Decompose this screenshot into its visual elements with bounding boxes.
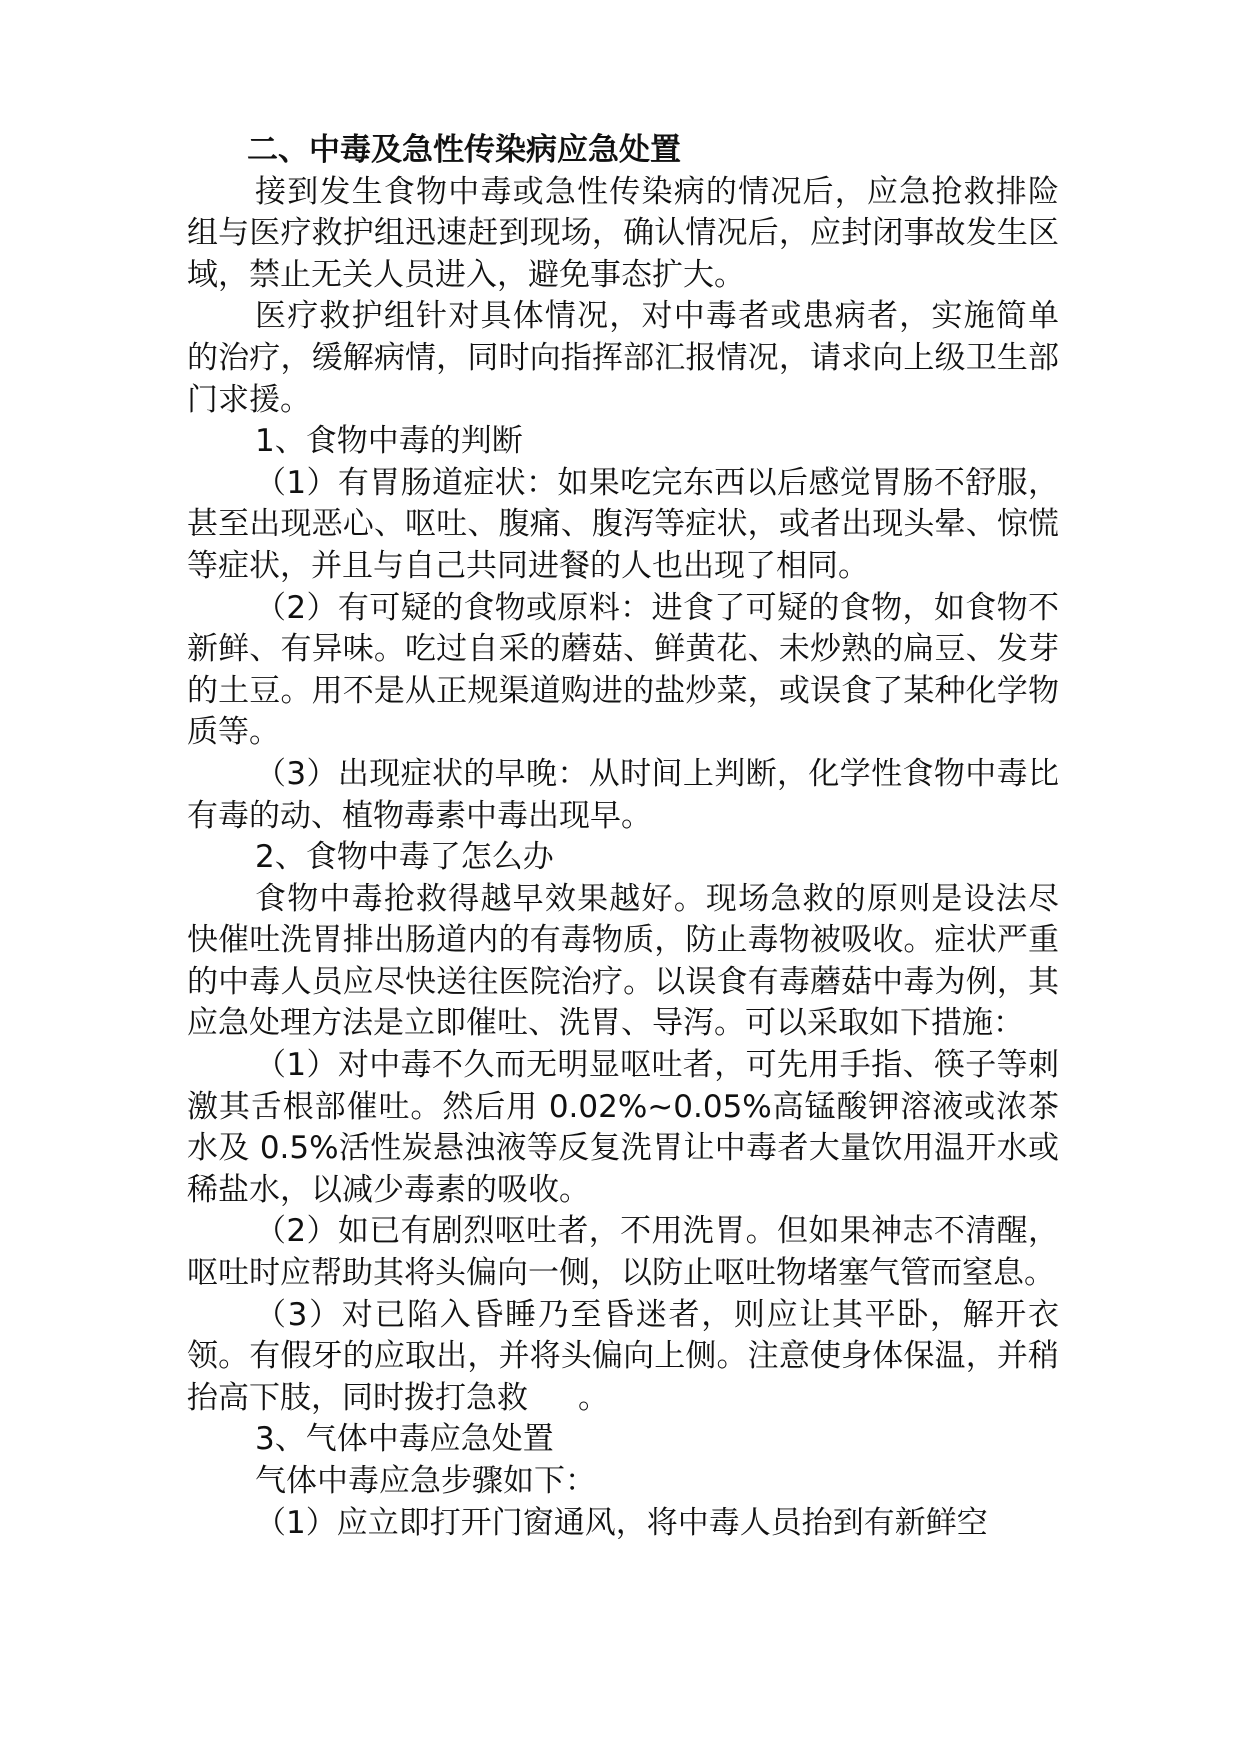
paragraph-tail: 。 xyxy=(578,1379,609,1416)
subsection-heading: 1、食物中毒的判断 xyxy=(255,423,523,460)
paragraph: 气体中毒应急步骤如下： xyxy=(255,1463,596,1499)
paragraph-text: （3）对已陷入昏睡乃至昏迷者，则应让其平卧，解开衣领。有假牙的应取出，并将头偏向上侧。注意使身体保温，并稍抬高下肢，同时拨打急救 xyxy=(187,1296,1059,1416)
paragraph: （2）如已有剧烈呕吐者，不用洗胃。但如果神志不清醒，呕吐时应帮助其将头偏向一侧，以防止呕吐物堵塞气管而窒息。 xyxy=(187,1213,1059,1292)
subsection-heading: 3、气体中毒应急处置 xyxy=(255,1421,554,1458)
paragraph: （1）有胃肠道症状：如果吃完东西以后感觉胃肠不舒服，甚至出现恶心、呕吐、腹痛、腹泻等症状，或者出现头晕、惊慌等症状，并且与自己共同进餐的人也出现了相同。 xyxy=(187,464,1059,584)
paragraph: （1）应立即打开门窗通风，将中毒人员抬到有新鲜空 xyxy=(255,1504,988,1541)
paragraph: （3）出现症状的早晚：从时间上判断，化学性食物中毒比有毒的动、植物毒素中毒出现早。 xyxy=(187,755,1059,834)
paragraph: 接到发生食物中毒或急性传染病的情况后，应急抢救排险组与医疗救护组迅速赶到现场，确认情况后，应封闭事故发生区域，禁止无关人员进入，避免事态扩大。 xyxy=(187,173,1059,293)
section-title: 二、中毒及急性传染病应急处置 xyxy=(247,132,681,168)
document-body xyxy=(187,130,1059,1544)
subsection-heading: 2、食物中毒了怎么办 xyxy=(255,839,554,876)
paragraph: 食物中毒抢救得越早效果越好。现场急救的原则是设法尽快催吐洗胃排出肠道内的有毒物质，防止毒物被吸收。症状严重的中毒人员应尽快送往医院治疗。以误食有毒蘑菇中毒为例，其应急处理方法是立即催吐、洗胃、导泻。可以采取如下措施： xyxy=(187,880,1059,1042)
paragraph: （2）有可疑的食物或原料：进食了可疑的食物，如食物不新鲜、有异味。吃过自采的蘑菇、鲜黄花、未炒熟的扁豆、发芽的土豆。用不是从正规渠道购进的盐炒菜，或误食了某种化学物质等。 xyxy=(187,589,1059,751)
paragraph: 医疗救护组针对具体情况，对中毒者或患病者，实施简单的治疗，缓解病情，同时向指挥部汇报情况，请求向上级卫生部门求援。 xyxy=(187,298,1059,418)
paragraph: （1）对中毒不久而无明显呕吐者，可先用手指、筷子等刺激其舌根部催吐。然后用 0.02%~0.05%高锰酸钾溶液或浓茶水及 0.5%活性炭悬浊液等反复洗胃让中毒者大量饮用温开水或稀盐水，以减少毒素的吸收。 xyxy=(187,1047,1059,1208)
paragraph-with-gap xyxy=(187,1295,1059,1420)
